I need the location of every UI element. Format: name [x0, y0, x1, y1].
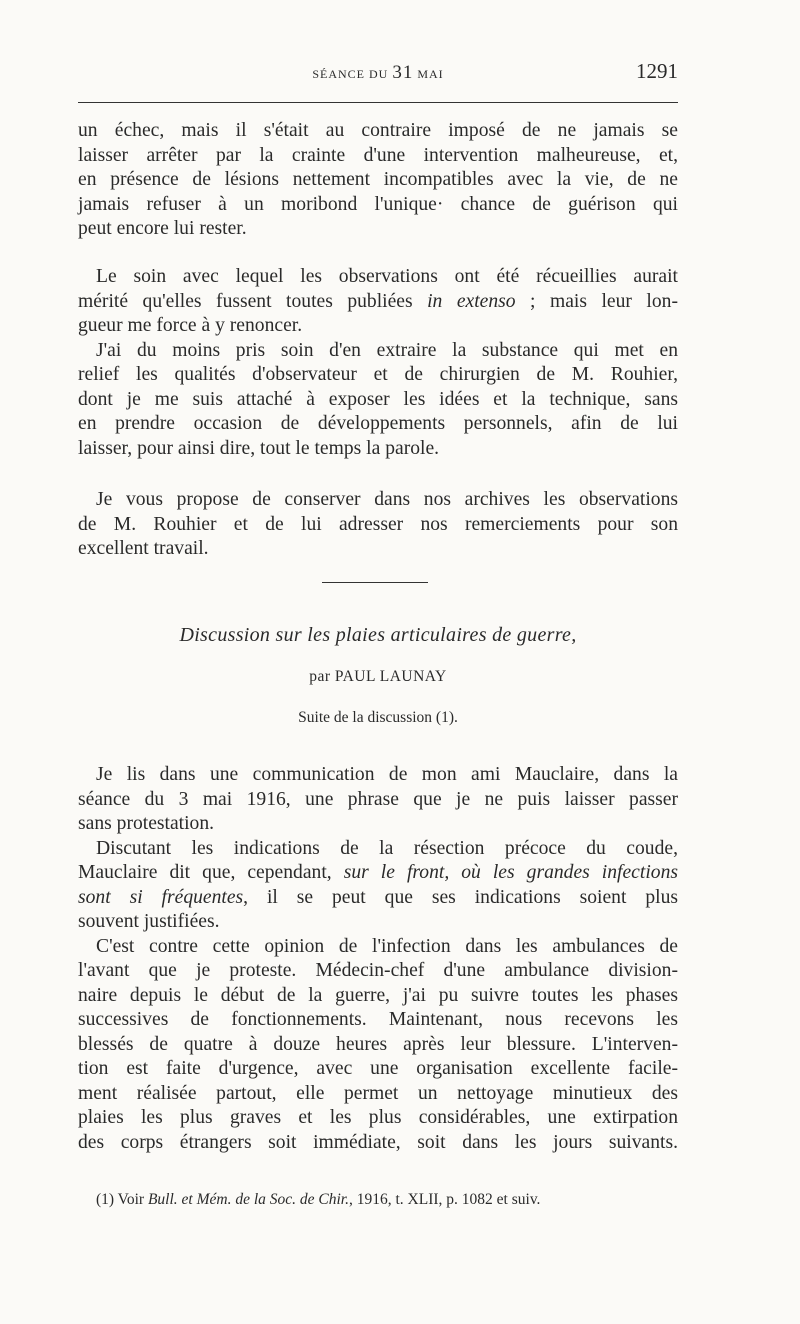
author-byline: par PAUL LAUNAY — [309, 668, 447, 685]
section-separator — [322, 582, 428, 583]
text-line: Je vous propose de conserver dans nos archives les observations — [96, 489, 678, 510]
section-title: Discussion sur les plaies articulaires de guerre, — [179, 624, 577, 646]
italic-phrase: sont si fréquentes — [78, 886, 244, 908]
text-line: sans protestation. — [78, 813, 215, 834]
text-line: tion est faite d'urgence, avec une organisation excellente facile- — [78, 1058, 678, 1079]
text-line: dont je me suis attaché à exposer les idées et la technique, sans — [78, 388, 678, 410]
text-line: gueur me force à y renoncer. — [78, 315, 303, 336]
text-line: successives de fonctionnements. Maintenant, nous recevons les — [78, 1009, 678, 1030]
section-subtitle: Suite de la discussion (1). — [298, 709, 458, 726]
text-line: en présence de lésions nettement incompatibles avec la vie, de ne — [78, 169, 678, 190]
text-line: naire depuis le début de la guerre, j'ai pu suivre toutes les phases — [78, 984, 678, 1006]
running-head-day: 31 — [392, 62, 414, 83]
running-head-pre: SÉANCE DU — [312, 67, 393, 81]
text-line: souvent justifiées. — [78, 911, 220, 932]
text-line: C'est contre cette opinion de l'infection dans les ambulances de — [96, 935, 678, 957]
text-span: , il se peut que ses indications soient plus — [243, 886, 678, 908]
text-line: excellent travail. — [78, 538, 209, 559]
footnote — [96, 1191, 678, 1209]
paragraph-2 — [78, 265, 678, 461]
page-number: 1291 — [636, 59, 678, 83]
text-line: Je lis dans une communication de mon ami Mauclaire, dans la — [96, 764, 678, 785]
text-line: un échec, mais il s'était au contraire imposé de ne jamais se — [78, 120, 678, 141]
text-line: séance du 3 mai 1916, une phrase que je ne puis laisser passer — [78, 788, 678, 810]
text-line: laisser, pour ainsi dire, tout le temps la parole. — [78, 437, 440, 459]
italic-phrase: in extenso — [427, 290, 516, 312]
footnote-citation: Bull. et Mém. de la Soc. de Chir. — [147, 1191, 349, 1208]
text-line — [78, 290, 678, 315]
text-span: ; mais leur lon- — [515, 290, 678, 312]
italic-phrase: sur le front, où les grandes infections — [343, 862, 678, 883]
text-line: peut encore lui rester. — [78, 218, 247, 239]
text-line: laisser arrêter par la crainte d'une intervention malheureuse, et, — [78, 144, 678, 166]
running-head — [78, 62, 678, 84]
text-span: mérité qu'elles fussent toutes publiées — [78, 290, 428, 312]
footnote-text: (1) Voir — [96, 1191, 148, 1208]
text-line — [78, 886, 678, 911]
paragraph-3 — [78, 488, 678, 562]
text-line: plaies les plus graves et les plus considérables, une extirpation — [78, 1107, 678, 1128]
text-line — [78, 861, 678, 886]
paragraph-4 — [78, 763, 678, 1155]
text-line: Le soin avec lequel les observations ont été récueillies aurait — [96, 266, 678, 287]
text-span: Mauclaire dit que, cependant, — [78, 862, 344, 883]
text-line: relief les qualités d'observateur et de chirurgien de M. Rouhier, — [78, 364, 678, 385]
text-line: de M. Rouhier et de lui adresser nos remerciements pour son — [78, 513, 678, 535]
text-line: Discutant les indications de la résection précoce du coude, — [96, 837, 678, 859]
text-line: J'ai du moins pris soin d'en extraire la substance qui met en — [96, 339, 678, 361]
paragraph-1 — [78, 119, 678, 242]
text-line: des corps étrangers soit immédiate, soit dans les jours suivants. — [78, 1131, 678, 1153]
footnote-text: , 1916, t. XLII, p. 1082 et suiv. — [349, 1191, 541, 1208]
page-header — [78, 59, 678, 92]
header-rule — [78, 102, 678, 103]
text-line: en prendre occasion de développements personnels, afin de lui — [78, 413, 678, 434]
text-line: jamais refuser à un moribond l'unique· chance de guérison qui — [78, 193, 678, 215]
text-line: ment réalisée partout, elle permet un nettoyage minutieux des — [78, 1082, 678, 1104]
text-line: blessés de quatre à douze heures après leur blessure. L'interven- — [78, 1033, 678, 1055]
running-head-month: MAI — [413, 67, 444, 81]
text-line: l'avant que je proteste. Médecin-chef d'une ambulance division- — [78, 960, 678, 981]
